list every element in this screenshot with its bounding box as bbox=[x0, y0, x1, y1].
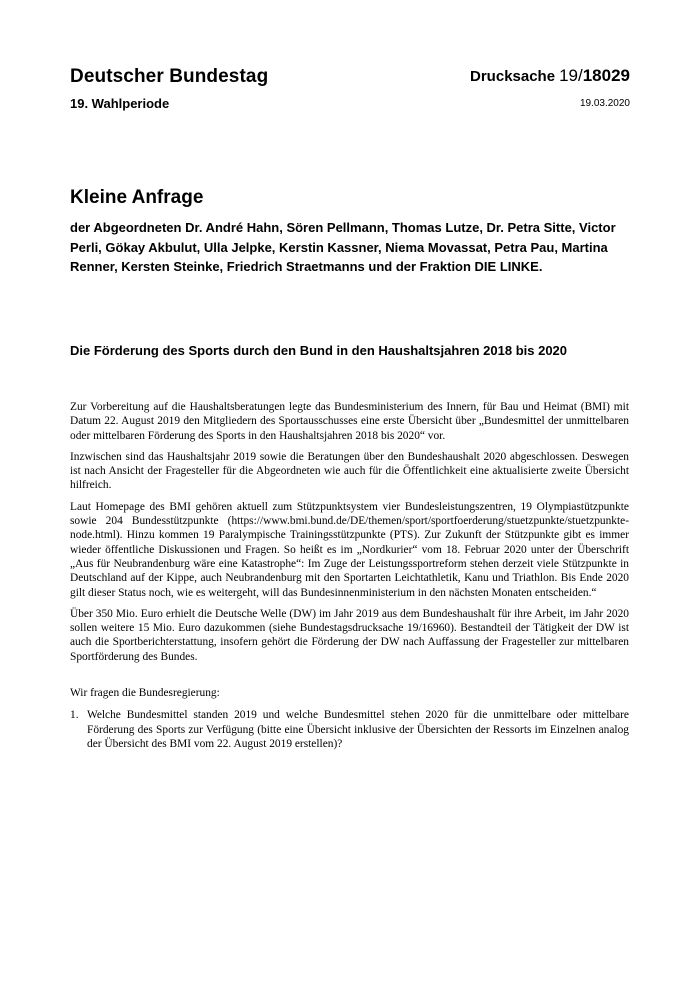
printed-paper-prefix: 19/ bbox=[559, 66, 583, 85]
printed-paper-label: Drucksache bbox=[470, 68, 556, 85]
question-intro: Wir fragen die Bundesregierung: bbox=[70, 687, 220, 700]
question-number: 1. bbox=[70, 709, 79, 722]
document-title: Die Förderung des Sports durch den Bund in den Haushaltsjahren 2018 bis 2020 bbox=[70, 343, 568, 358]
printed-paper-number bbox=[470, 66, 630, 86]
document-kind: Kleine Anfrage bbox=[70, 187, 204, 208]
organization-name: Deutscher Bundestag bbox=[70, 66, 269, 87]
document-header-left bbox=[70, 66, 268, 111]
body-paragraph: Laut Homepage des BMI gehören aktuell zum Stützpunktsystem vier Bundesleistungszentren, 19 Olympiastützpunkte sowie 204 Bundesstützpunkte (https://www.bmi.bund.de/DE/themen/sport/sportfoerderung/stuetzpunkte/stuetzpunkte-node.html). Hinzu kommen 19 Paralympische Trainingsstützpunkte (PTS). Zur Zukunft der Stützpunkte gibt es immer wieder öffentliche Diskussionen und Fragen. So heißt es im „Nordkurier“ vom 18. Februar 2020 unter der Überschrift „Aus für Neubrandenburg wäre eine Katastrophe“: Im Zuge der Leistungssportreform stehen derzeit viele Stützpunkte in Deutschland auf der Kippe, auch Neubrandenburg mit den Sportarten Leichtathletik, Kanu und Triathlon. Bis Ende 2020 gilt dieser Status noch, wie es weitergeht, will das Bundesinnenministerium in den nächsten Monaten entscheiden.“ bbox=[70, 500, 629, 599]
body-paragraph: Inzwischen sind das Haushaltsjahr 2019 sowie die Beratungen über den Bundeshaushalt 2020 abgeschlossen. Deswegen ist nach Ansicht der Fragesteller für die Abgeordneten wie auch für die Öffentlichkeit eine aktualisierte zweite Übersicht hilfreich. bbox=[70, 450, 629, 492]
document-date: 19.03.2020 bbox=[579, 98, 630, 109]
document-header-right bbox=[470, 66, 630, 109]
electoral-period: 19. Wahlperiode bbox=[70, 96, 170, 111]
printed-paper-id: 18029 bbox=[582, 66, 630, 85]
question-text: Welche Bundesmittel standen 2019 und welche Bundesmittel stehen 2020 für die unmittelbare oder mittelbare Förderung des Sports zur Verfügung (bitte eine Übersicht inklusive der Übersichten der Ressorts im Einzelnen analog der Übersicht des BMI vom 22. August 2019 erstellen)? bbox=[87, 709, 629, 750]
authors-list: der Abgeordneten Dr. André Hahn, Sören Pellmann, Thomas Lutze, Dr. Petra Sitte, Victor Perli, Gökay Akbulut, Ulla Jelpke, Kerstin Kassner, Niema Movassat, Petra Pau, Martina Renner, Kersten Steinke, Friedrich Straetmanns und der Fraktion DIE LINKE. bbox=[70, 220, 616, 274]
body-paragraph: Über 350 Mio. Euro erhielt die Deutsche Welle (DW) im Jahr 2019 aus dem Bundeshaushalt für ihre Arbeit, im Jahr 2020 sollen weitere 15 Mio. Euro dazukommen (siehe Bundestagsdrucksache 19/16960). Bestandteil der Tätigkeit der DW ist auch die Sportberichterstattung, insofern gehört die Förderung der DW nach Auffassung der Fragesteller zur mittelbaren Sportförderung des Bundes. bbox=[70, 607, 629, 663]
question-item bbox=[70, 708, 629, 751]
body-paragraph: Zur Vorbereitung auf die Haushaltsberatungen legte das Bundesministerium des Innern, für Bau und Heimat (BMI) mit Datum 22. August 2019 den Mitgliedern des Sportausschusses eine erste Übersicht über „Bundesmittel der unmittelbaren oder mittelbaren Förderung des Sports in den Haushaltsjahren 2018 bis 2020“ vor. bbox=[70, 401, 629, 442]
document-body bbox=[70, 400, 629, 751]
